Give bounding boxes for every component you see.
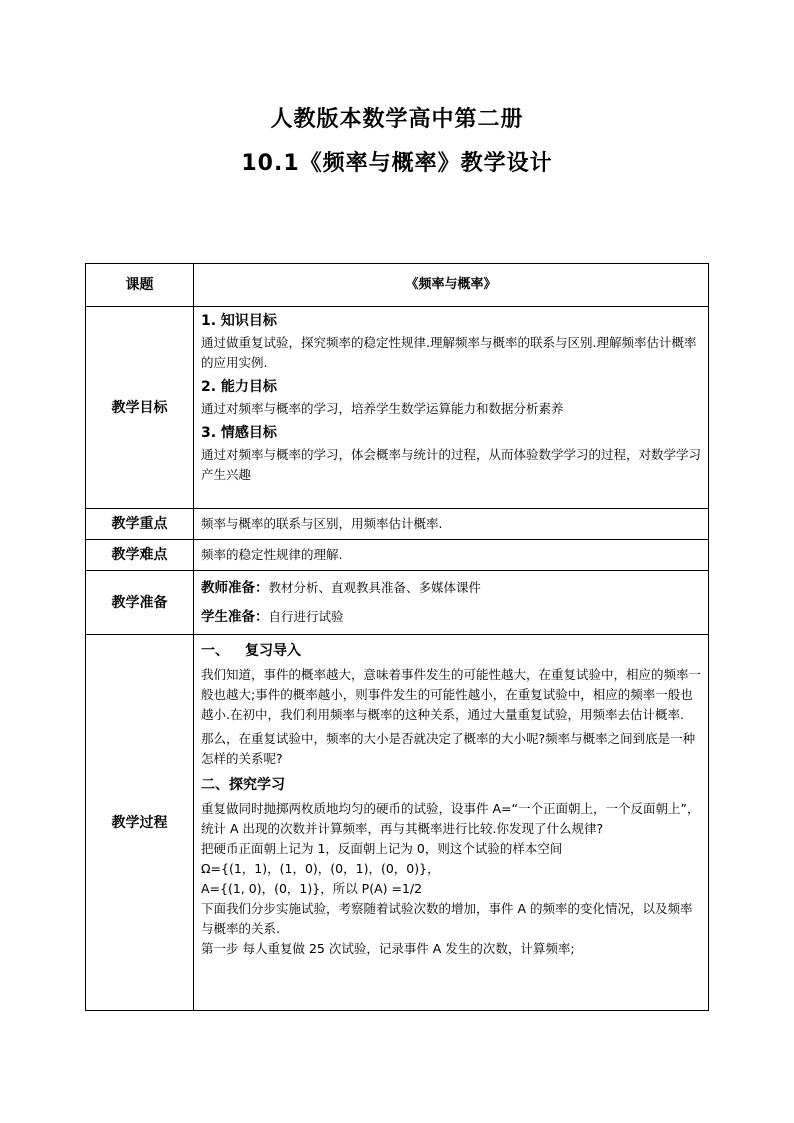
section1-number: 一、 [201,643,229,659]
goal-heading: 1. 知识目标 [201,313,277,329]
difficulty-text: 频率的稳定性规律的理解. [194,540,709,571]
section1-heading [201,641,701,661]
sample-space-formula: Ω={(1，1)，(1，0)，(0，1)，(0，0)}， [201,861,440,876]
student-prep-label: 学生准备： [201,609,269,625]
lesson-plan-table [85,263,709,1011]
section1-paragraph: 我们知道，事件的概率越大，意味着事件发生的可能性越大，在重复试验中，相应的频率一般也越大;事件的概率越小，则事件发生的可能性越小，在重复试验中，相应的频率一般也越小.在初中，我们利用频率与概率的这种关系，通过大量重复试验，用频率去估计概率. [201,667,702,722]
student-prep [201,607,701,627]
section1-paragraph: 那么，在重复试验中，频率的大小是否就决定了概率的大小呢?频率与概率之间到底是一种怎样的关系呢? [201,731,696,766]
goals-label: 教学目标 [86,307,194,509]
goal-text: 通过对频率与概率的学习，体会概率与统计的过程，从而体验数学学习的过程，对数学学习产生兴趣 [201,447,702,482]
goal-text: 通过做重复试验，探究频率的稳定性规律.理解频率与概率的联系与区别.理解频率估计概率的应用实例. [201,335,697,370]
event-formula: A={(1, 0)，(0，1)}，所以 P(A) =1/2 [201,881,423,896]
teacher-prep [201,578,701,598]
goal-heading: 3. 情感目标 [201,425,277,441]
topic-value: 《频率与概率》 [194,264,709,307]
table-row-focus [86,509,709,540]
process-label: 教学过程 [86,635,194,1011]
focus-text: 频率与概率的联系与区别，用频率估计概率. [194,509,709,540]
teacher-prep-label: 教师准备： [201,580,269,596]
student-prep-text: 自行进行试验 [268,609,344,624]
topic-label: 课题 [86,264,194,307]
section2-paragraph: 第一步 每人重复做 25 次试验，记录事件 A 发生的次数，计算频率; [201,941,575,956]
table-row-process [86,635,709,1011]
focus-label: 教学重点 [86,509,194,540]
document-title: 人教版本数学高中第二册 [270,107,524,132]
section1-title: 复习导入 [245,643,301,659]
goal-heading: 2. 能力目标 [201,379,277,395]
document-subtitle: 10.1《频率与概率》教学设计 [241,151,553,176]
goal-text: 通过对频率与概率的学习，培养学生数学运算能力和数据分析素养 [201,401,564,416]
section2-paragraph: 把硬币正面朝上记为 1，反面朝上记为 0，则这个试验的样本空间 [201,841,563,856]
goals-cell [194,307,709,509]
process-cell [194,635,709,1011]
difficulty-label: 教学难点 [86,540,194,571]
section2-paragraph: 下面我们分步实施试验，考察随着试验次数的增加，事件 A 的频率的变化情况，以及频率与概率的关系. [201,901,693,936]
prep-label: 教学准备 [86,571,194,635]
teacher-prep-text: 教材分析、直观教具准备、多媒体课件 [268,580,482,595]
table-row-prep [86,571,709,635]
table-row-topic [86,264,709,307]
section2-heading: 二、探究学习 [201,777,285,793]
table-row-difficulty [86,540,709,571]
section2-paragraph: 重复做同时抛掷两枚质地均匀的硬币的试验，设事件 A=“一个正面朝上，一个反面朝上”，统计 A 出现的次数并计算频率，再与其概率进行比较.你发现了什么规律? [201,801,700,836]
table-row-goals [86,307,709,509]
prep-cell [194,571,709,635]
